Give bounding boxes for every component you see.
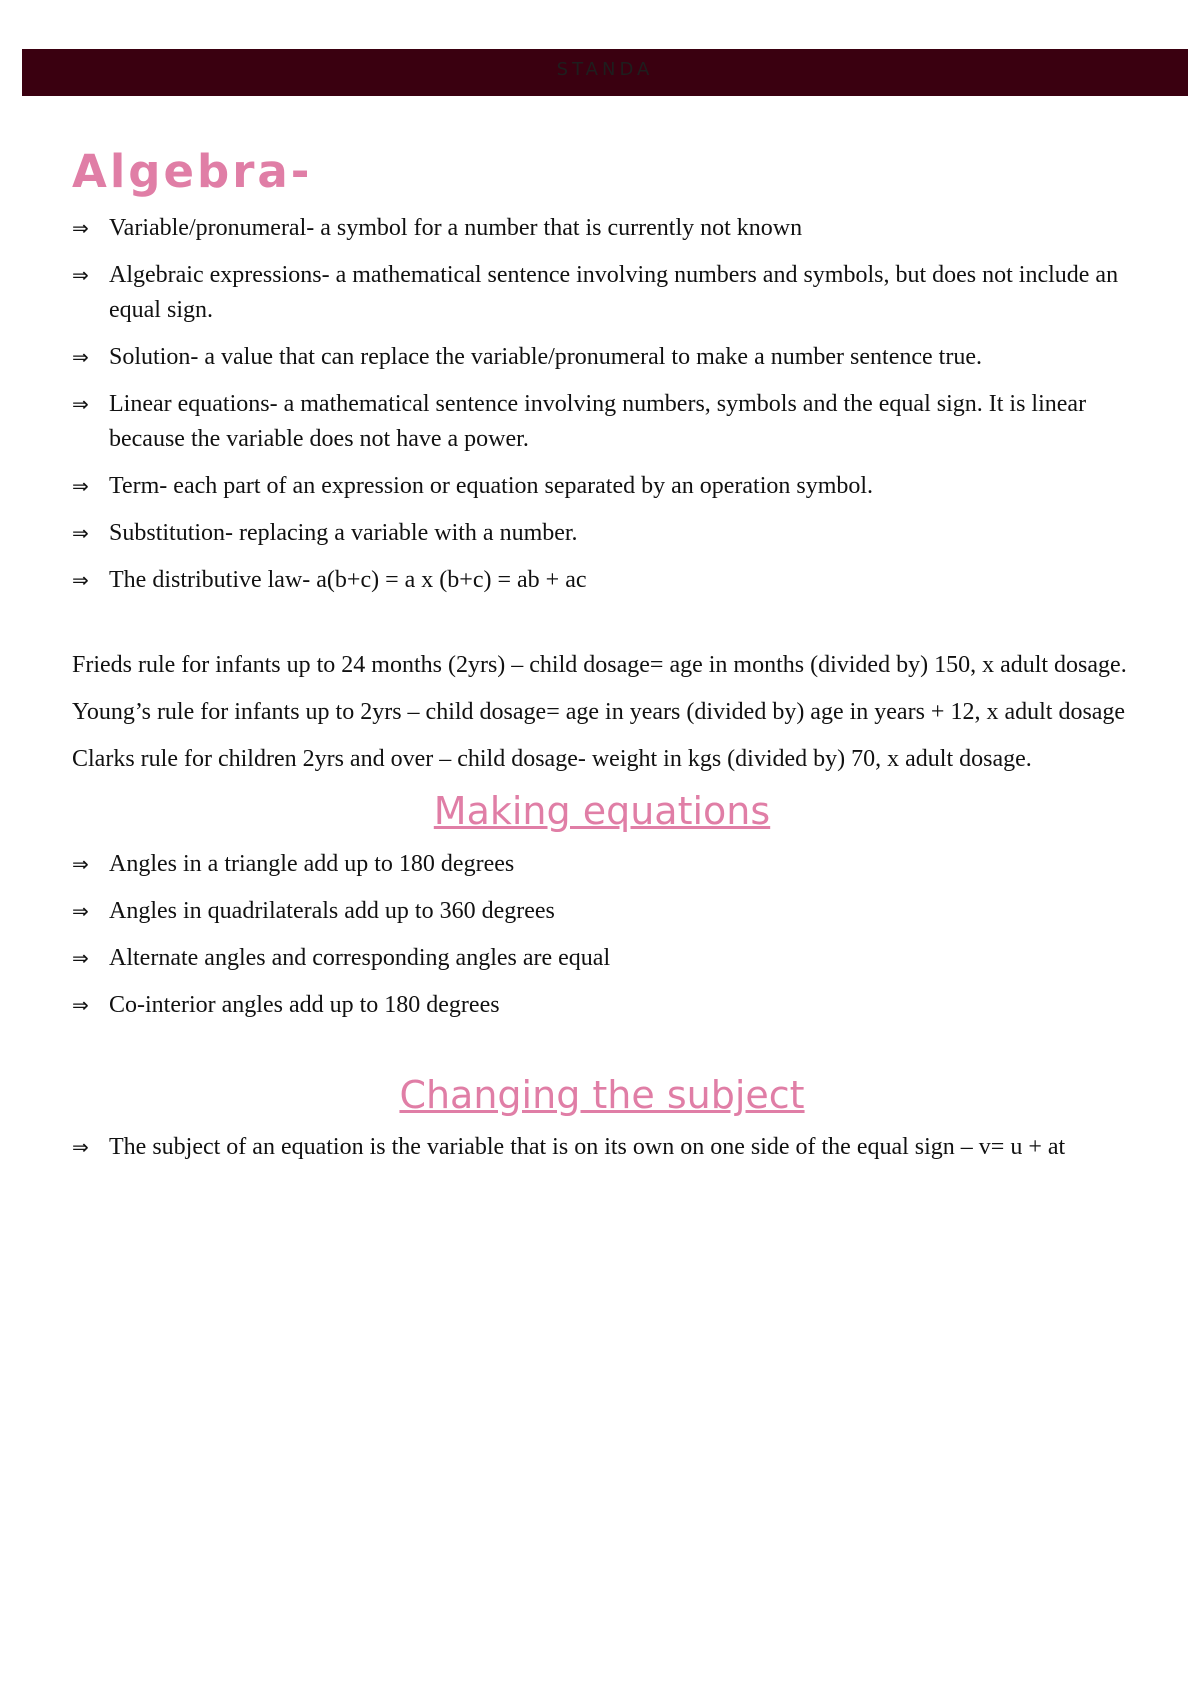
list-item-text: Linear equations- a mathematical sentence involving numbers, symbols and the equal sign. It is linear because the variable does not have a power. <box>109 391 1087 453</box>
changing-subject-list <box>72 1130 1132 1165</box>
list-item-text: Solution- a value that can replace the variable/pronumeral to make a number sentence true. <box>109 344 982 371</box>
list-item <box>72 516 1132 551</box>
document-page <box>72 140 1132 1177</box>
list-item-text: Alternate angles and corresponding angles are equal <box>109 944 611 971</box>
double-arrow-icon: ⇒ <box>72 521 89 546</box>
double-arrow-icon: ⇒ <box>72 898 89 923</box>
clarks-rule: Clarks rule for children 2yrs and over – child dosage- weight in kgs (divided by) 70, x adult dosage. <box>72 746 1032 773</box>
list-item <box>72 941 1132 976</box>
list-item-text: Angles in a triangle add up to 180 degrees <box>109 850 515 877</box>
list-item-text: Co-interior angles add up to 180 degrees <box>109 991 500 1018</box>
frieds-rule: Frieds rule for infants up to 24 months (2yrs) – child dosage= age in months (divided by) 150, x adult dosage. <box>72 652 1127 679</box>
algebra-bullet-list <box>72 211 1132 598</box>
list-item <box>72 563 1132 598</box>
double-arrow-icon: ⇒ <box>72 1135 89 1160</box>
double-arrow-icon: ⇒ <box>72 568 89 593</box>
list-item <box>72 340 1132 375</box>
header-label: STANDA <box>556 59 654 80</box>
list-item-text: Variable/pronumeral- a symbol for a number that is currently not known <box>109 215 803 242</box>
list-item <box>72 387 1132 457</box>
double-arrow-icon: ⇒ <box>72 263 89 288</box>
list-item <box>72 469 1132 504</box>
list-item-text: Angles in quadrilaterals add up to 360 degrees <box>109 897 555 924</box>
double-arrow-icon: ⇒ <box>72 216 89 241</box>
list-item-text: Algebraic expressions- a mathematical sentence involving numbers and symbols, but does not include an equal sign. <box>109 262 1119 324</box>
youngs-rule: Young’s rule for infants up to 2yrs – child dosage= age in years (divided by) age in years + 12, x adult dosage <box>72 699 1126 726</box>
list-item <box>72 1130 1132 1165</box>
list-item-text: Term- each part of an expression or equation separated by an operation symbol. <box>109 473 874 500</box>
list-item <box>72 894 1132 929</box>
making-equations-list <box>72 847 1132 1023</box>
list-item <box>72 988 1132 1023</box>
header-bar <box>22 49 1188 96</box>
double-arrow-icon: ⇒ <box>72 945 89 970</box>
double-arrow-icon: ⇒ <box>72 992 89 1017</box>
dosage-rules <box>72 648 1132 777</box>
algebra-title: Algebra- <box>72 145 313 198</box>
making-equations-heading: Making equations <box>433 789 771 834</box>
list-item <box>72 258 1132 328</box>
double-arrow-icon: ⇒ <box>72 474 89 499</box>
changing-subject-heading: Changing the subject <box>399 1072 805 1117</box>
list-item-text: The distributive law- a(b+c) = a x (b+c) = ab + ac <box>109 567 587 594</box>
list-item-text: The subject of an equation is the variable that is on its own on one side of the equal sign – v= u + at <box>109 1134 1066 1161</box>
list-item <box>72 847 1132 882</box>
double-arrow-icon: ⇒ <box>72 345 89 370</box>
list-item <box>72 211 1132 246</box>
double-arrow-icon: ⇒ <box>72 392 89 417</box>
list-item-text: Substitution- replacing a variable with a number. <box>109 520 578 547</box>
double-arrow-icon: ⇒ <box>72 851 89 876</box>
